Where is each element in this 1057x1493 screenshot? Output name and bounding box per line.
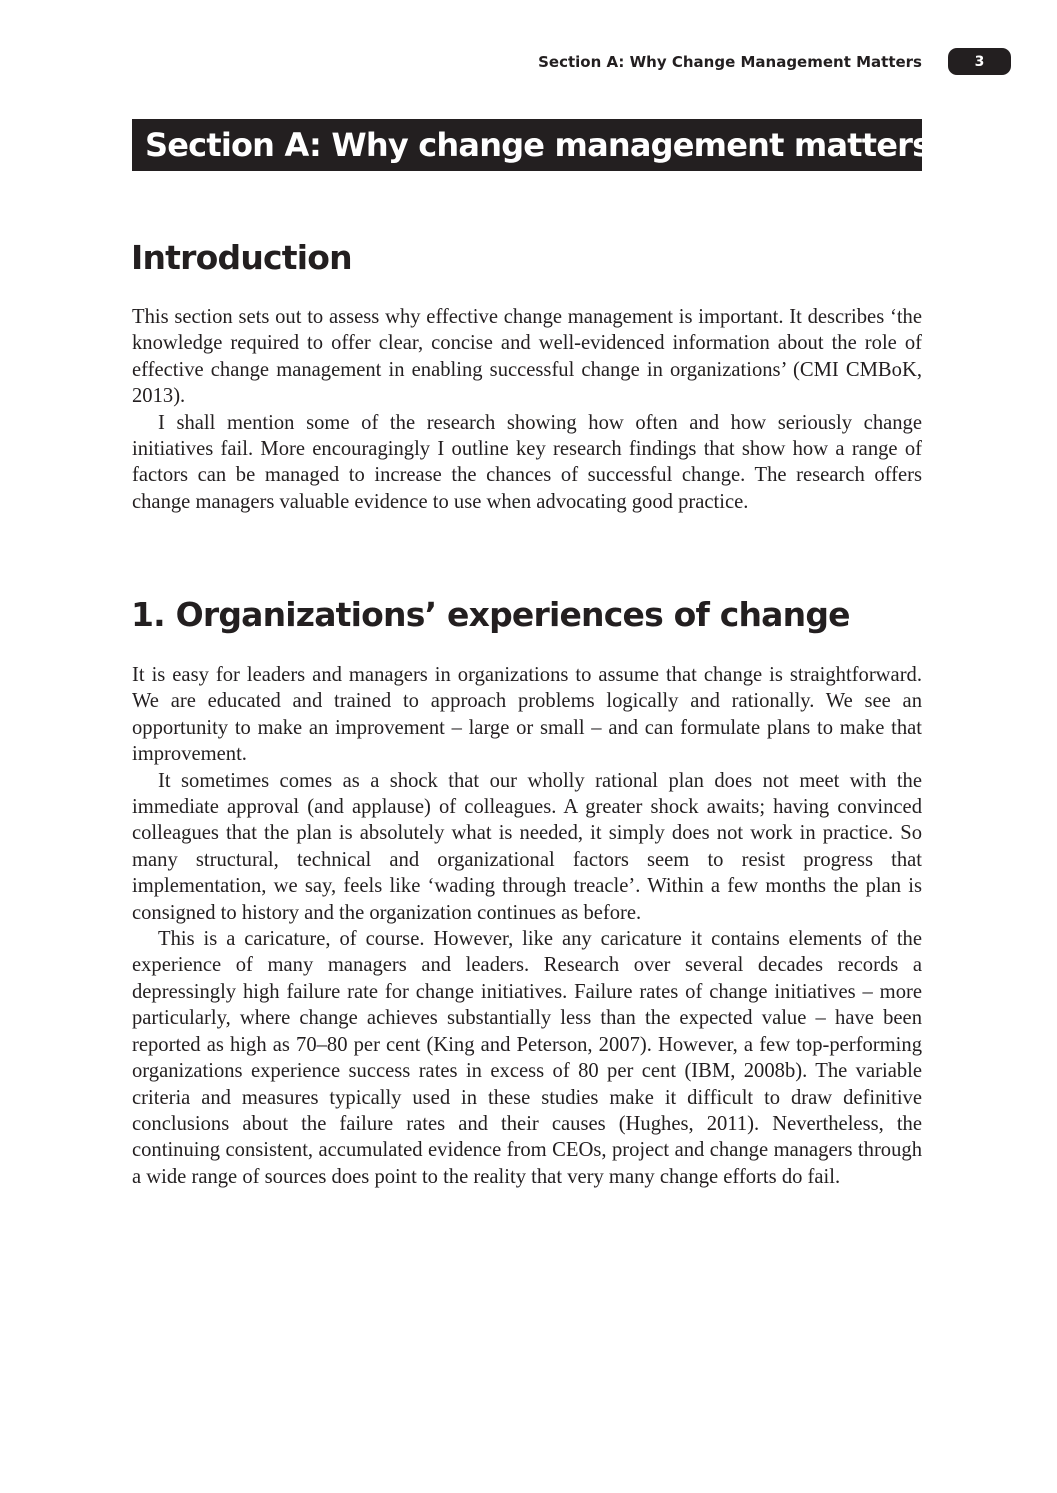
section-1-body [132,662,922,1190]
page-number-badge: 3 [948,48,1011,75]
running-header [538,48,1011,75]
introduction-body [132,304,922,515]
paragraph: This is a caricature, of course. However, like any caricature it contains elements of the experience of many managers and leaders. Research over several decades records a depressingly high failure rate for change initiatives. Failure rates of change initiatives – more particularly, where change achieves substantially less than the expected value – have been reported as high as 70–80 per cent (King and Peterson, 2007). However, a few top-performing organizations experience success rates in excess of 80 per cent (IBM, 2008b). The variable criteria and measures typically used in these studies make it difficult to draw definitive conclusions about the failure rates and their causes (Hughes, 2011). Nevertheless, the continuing consistent, accumulated evidence from CEOs, project and change managers through a wide range of sources does point to the reality that very many change efforts do fail. [132,928,922,1188]
paragraph: I shall mention some of the research showing how often and how seriously change initiatives fail. More encouragingly I outline key research findings that show how a range of factors can be managed to increase the chances of successful change. The research offers change managers valuable evidence to use when advocating good practice. [132,411,922,513]
introduction-heading: Introduction [131,238,352,277]
section-1-heading: 1. Organizations’ experiences of change [131,595,850,634]
paragraph: It sometimes comes as a shock that our wholly rational plan does not meet with the immediate approval (and applause) of colleagues. A greater shock awaits; having convinced colleagues that the plan is absolutely what is needed, it simply does not work in practice. So many structural, technical and organizational factors seem to resist progress that implementation, we say, feels like ‘wading through treacle’. Within a few months the plan is consigned to history and the organization continues as before. [132,769,922,924]
section-banner: Section A: Why change management matters [132,119,922,171]
running-header-title: Section A: Why Change Management Matters [538,52,922,71]
paragraph: It is easy for leaders and managers in organizations to assume that change is straightforward. We are educated and trained to approach problems logically and rationally. We see an opportunity to make an improvement – large or small – and can formulate plans to make that improvement. [132,664,922,766]
paragraph: This section sets out to assess why effective change management is important. It describes ‘the knowledge required to offer clear, concise and well-evidenced information about the role of effective change management in enabling successful change in organizations’ (CMI CMBoK, 2013). [132,306,922,408]
